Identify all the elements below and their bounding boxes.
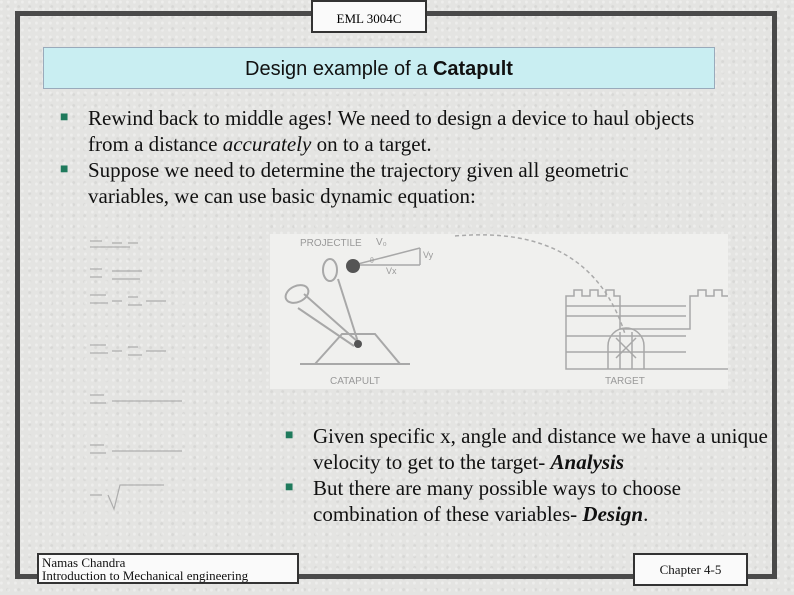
slide-title [43,47,715,89]
footer-course-name: Introduction to Mechanical engineering [42,568,249,583]
top-bullet-list [60,105,700,209]
dynamic-equations-image [82,233,192,523]
projectile-label: PROJECTILE [300,238,362,249]
bullet-text: Suppose we need to determine the trajectory given all geometric variables, we can use basic dynamic equation: [88,158,629,208]
catapult-label: CATAPULT [330,376,381,387]
target-label: TARGET [605,376,645,387]
course-code-label: EML 3004C [311,0,427,33]
projectile-ball [346,259,360,273]
bullet-text: . [643,502,649,526]
bullet-emphasis: Analysis [550,450,625,474]
slide-title-emphasis: Catapult [432,58,513,80]
bullet-item [285,475,775,527]
bullet-emphasis: Design [582,502,644,526]
bottom-bullet-list [285,423,775,527]
bullet-text: Given specific x, angle and distance we have a unique velocity to get to the target- [313,424,768,474]
slide-title-prefix: Design example of a [245,58,433,80]
bullet-text: But there are many possible ways to choose combination of these variables- [313,476,681,526]
bullet-item [60,157,700,209]
bullet-emphasis: accurately [222,132,312,156]
theta-label: θ [370,256,374,265]
v0-label: V₀ [376,237,387,248]
bullet-item [285,423,775,475]
square-bullet-icon: ■ [285,428,294,443]
vx-label: Vx [386,266,397,276]
footer-chapter-box: Chapter 4-5 [633,553,748,586]
bullet-text: on to a target. [311,132,432,156]
bullet-item [60,105,700,157]
square-bullet-icon: ■ [60,110,69,125]
footer-author: Namas Chandra [42,555,126,570]
bullet-text: Rewind back to middle ages! We need to design a device to haul objects from a distance [88,106,695,156]
footer-author-box [37,553,299,584]
square-bullet-icon: ■ [285,480,294,495]
vy-label: Vy [423,250,434,260]
square-bullet-icon: ■ [60,162,69,177]
catapult-diagram [270,234,728,389]
